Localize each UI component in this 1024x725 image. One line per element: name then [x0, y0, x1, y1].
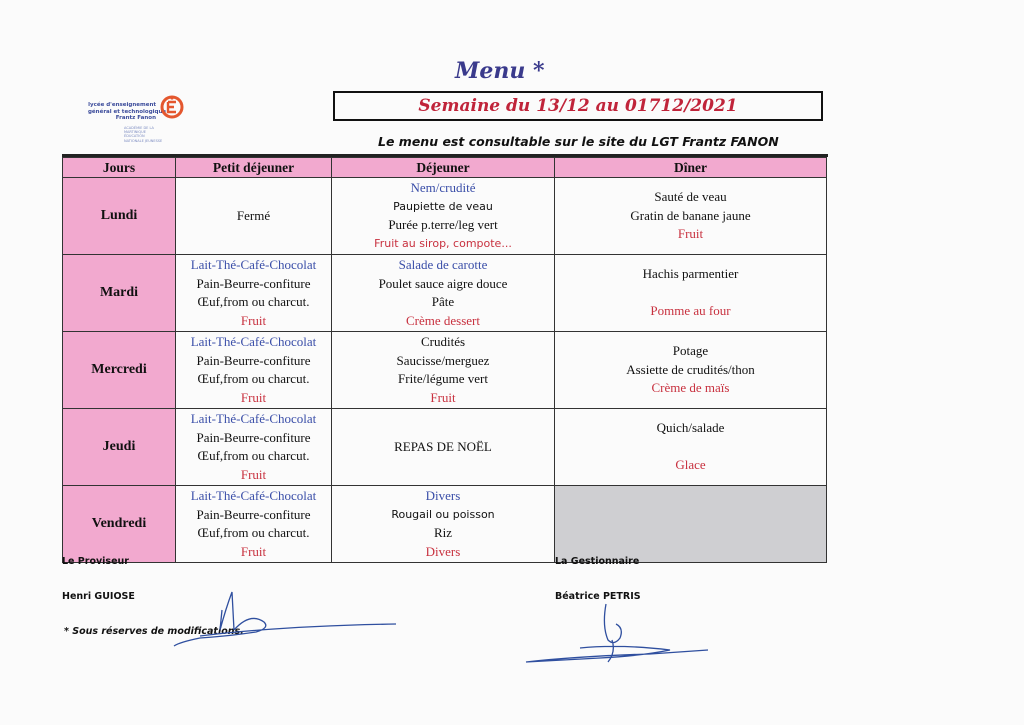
menu-item: Sauté de veau [654, 189, 727, 205]
menu-item: Fruit [240, 466, 267, 482]
logo-text [88, 102, 167, 122]
proviseur-signature [160, 588, 400, 650]
menu-item: Œuf,from ou charcut. [197, 371, 310, 386]
gestionnaire-name: Béatrice PETRIS [555, 591, 641, 602]
menu-item: Salade de carotte [398, 257, 488, 272]
menu-item: Œuf,from ou charcut. [197, 448, 310, 463]
day-cell: Lundi [63, 178, 176, 255]
breakfast-cell [176, 409, 332, 486]
menu-item: Lait-Thé-Café-Chocolat [190, 411, 317, 426]
menu-table [62, 157, 827, 563]
table-header-row [63, 158, 827, 178]
menu-item: Hachis parmentier [642, 266, 739, 282]
logo-line: Frantz Fanon [115, 115, 156, 121]
dinner-cell [555, 486, 827, 563]
menu-item: Pain-Beurre-confiture [196, 275, 311, 291]
day-cell: Mardi [63, 255, 176, 332]
proviseur-role: Le Proviseur [62, 556, 129, 567]
menu-item: Œuf,from ou charcut. [197, 294, 310, 309]
menu-item: Saucisse/merguez [396, 352, 490, 368]
menu-item: Lait-Thé-Café-Chocolat [190, 334, 317, 349]
header-diner: Dîner [555, 158, 827, 178]
school-logo [88, 94, 184, 154]
menu-item: Fruit [240, 389, 267, 405]
breakfast-cell [176, 332, 332, 409]
menu-item: Pain-Beurre-confiture [196, 352, 311, 368]
table-row [63, 409, 827, 486]
menu-item: Divers [425, 488, 461, 503]
gestionnaire-role: La Gestionnaire [555, 556, 640, 567]
menu-item: Assiette de crudités/thon [626, 361, 755, 377]
lunch-cell [332, 409, 555, 486]
lunch-cell [332, 255, 555, 332]
menu-item: Fruit [240, 312, 267, 328]
menu-item: Crème de maïs [651, 380, 730, 396]
menu-item: Pâte [431, 294, 455, 309]
table-row [63, 255, 827, 332]
menu-item: REPAS DE NOËL [394, 438, 492, 454]
menu-item: Riz [433, 525, 453, 540]
logo-subtext: ACADÉMIE DE LA MARTINIQUE ÉDUCATION NATIONALE JEUNESSE [124, 126, 163, 143]
menu-item: Crème dessert [405, 312, 480, 328]
dinner-cell [555, 409, 827, 486]
logo-line: général et technologique [88, 108, 167, 115]
header-dejeuner: Déjeuner [332, 158, 555, 178]
menu-item: Purée p.terre/leg vert [388, 217, 498, 232]
header-jours: Jours [63, 158, 176, 178]
menu-item: Lait-Thé-Café-Chocolat [190, 257, 317, 272]
menu-item: Glace [675, 457, 706, 473]
breakfast-cell [176, 486, 332, 563]
proviseur-name: Henri GUIOSE [62, 591, 135, 602]
day-cell: Jeudi [63, 409, 176, 486]
gestionnaire-signature [520, 600, 720, 672]
menu-table-body [63, 178, 827, 563]
reserve-note: * Sous réserves de modifications. [64, 626, 244, 637]
table-row [63, 332, 827, 409]
menu-item [557, 438, 824, 457]
dinner-cell [555, 255, 827, 332]
lunch-cell [332, 178, 555, 255]
day-cell: Vendredi [63, 486, 176, 563]
menu-item: Gratin de banane jaune [630, 207, 751, 223]
menu-item: Fermé [236, 207, 271, 223]
logo-line: lycée d'enseignement [88, 102, 156, 108]
table-row [63, 178, 827, 255]
dinner-cell [555, 332, 827, 409]
menu-item: Nem/crudité [410, 180, 476, 195]
menu-item: Crudités [420, 334, 466, 349]
menu-item: Potage [672, 343, 709, 359]
lunch-cell [332, 332, 555, 409]
menu-item: Fruit [240, 543, 267, 559]
menu-item: Frite/légume vert [398, 371, 488, 386]
menu-item: Rougail ou poisson [391, 507, 495, 521]
breakfast-cell [176, 178, 332, 255]
menu-item: Fruit [677, 226, 704, 242]
header-petit-dejeuner: Petit déjeuner [176, 158, 332, 178]
menu-item: Pain-Beurre-confiture [196, 429, 311, 445]
menu-item: Fruit au sirop, compote... [374, 236, 512, 250]
menu-item: Divers [425, 543, 461, 559]
consult-notice: Le menu est consultable sur le site du LGT Frantz FANON [378, 134, 779, 149]
dinner-cell [555, 178, 827, 255]
menu-item: Quich/salade [656, 420, 725, 436]
day-cell: Mercredi [63, 332, 176, 409]
menu-item: Paupiette de veau [393, 199, 493, 213]
menu-item: Pain-Beurre-confiture [196, 506, 311, 522]
menu-title: Menu * [455, 58, 545, 84]
menu-item [557, 284, 824, 303]
table-row [63, 486, 827, 563]
menu-item: Poulet sauce aigre douce [378, 275, 508, 291]
logo-e-icon [160, 94, 184, 120]
menu-item: Œuf,from ou charcut. [197, 525, 310, 540]
menu-item: Fruit [430, 389, 456, 405]
lunch-cell [332, 486, 555, 563]
week-banner: Semaine du 13/12 au 01712/2021 [333, 91, 823, 121]
breakfast-cell [176, 255, 332, 332]
menu-item: Pomme au four [650, 303, 731, 319]
menu-item: Lait-Thé-Café-Chocolat [190, 488, 317, 503]
